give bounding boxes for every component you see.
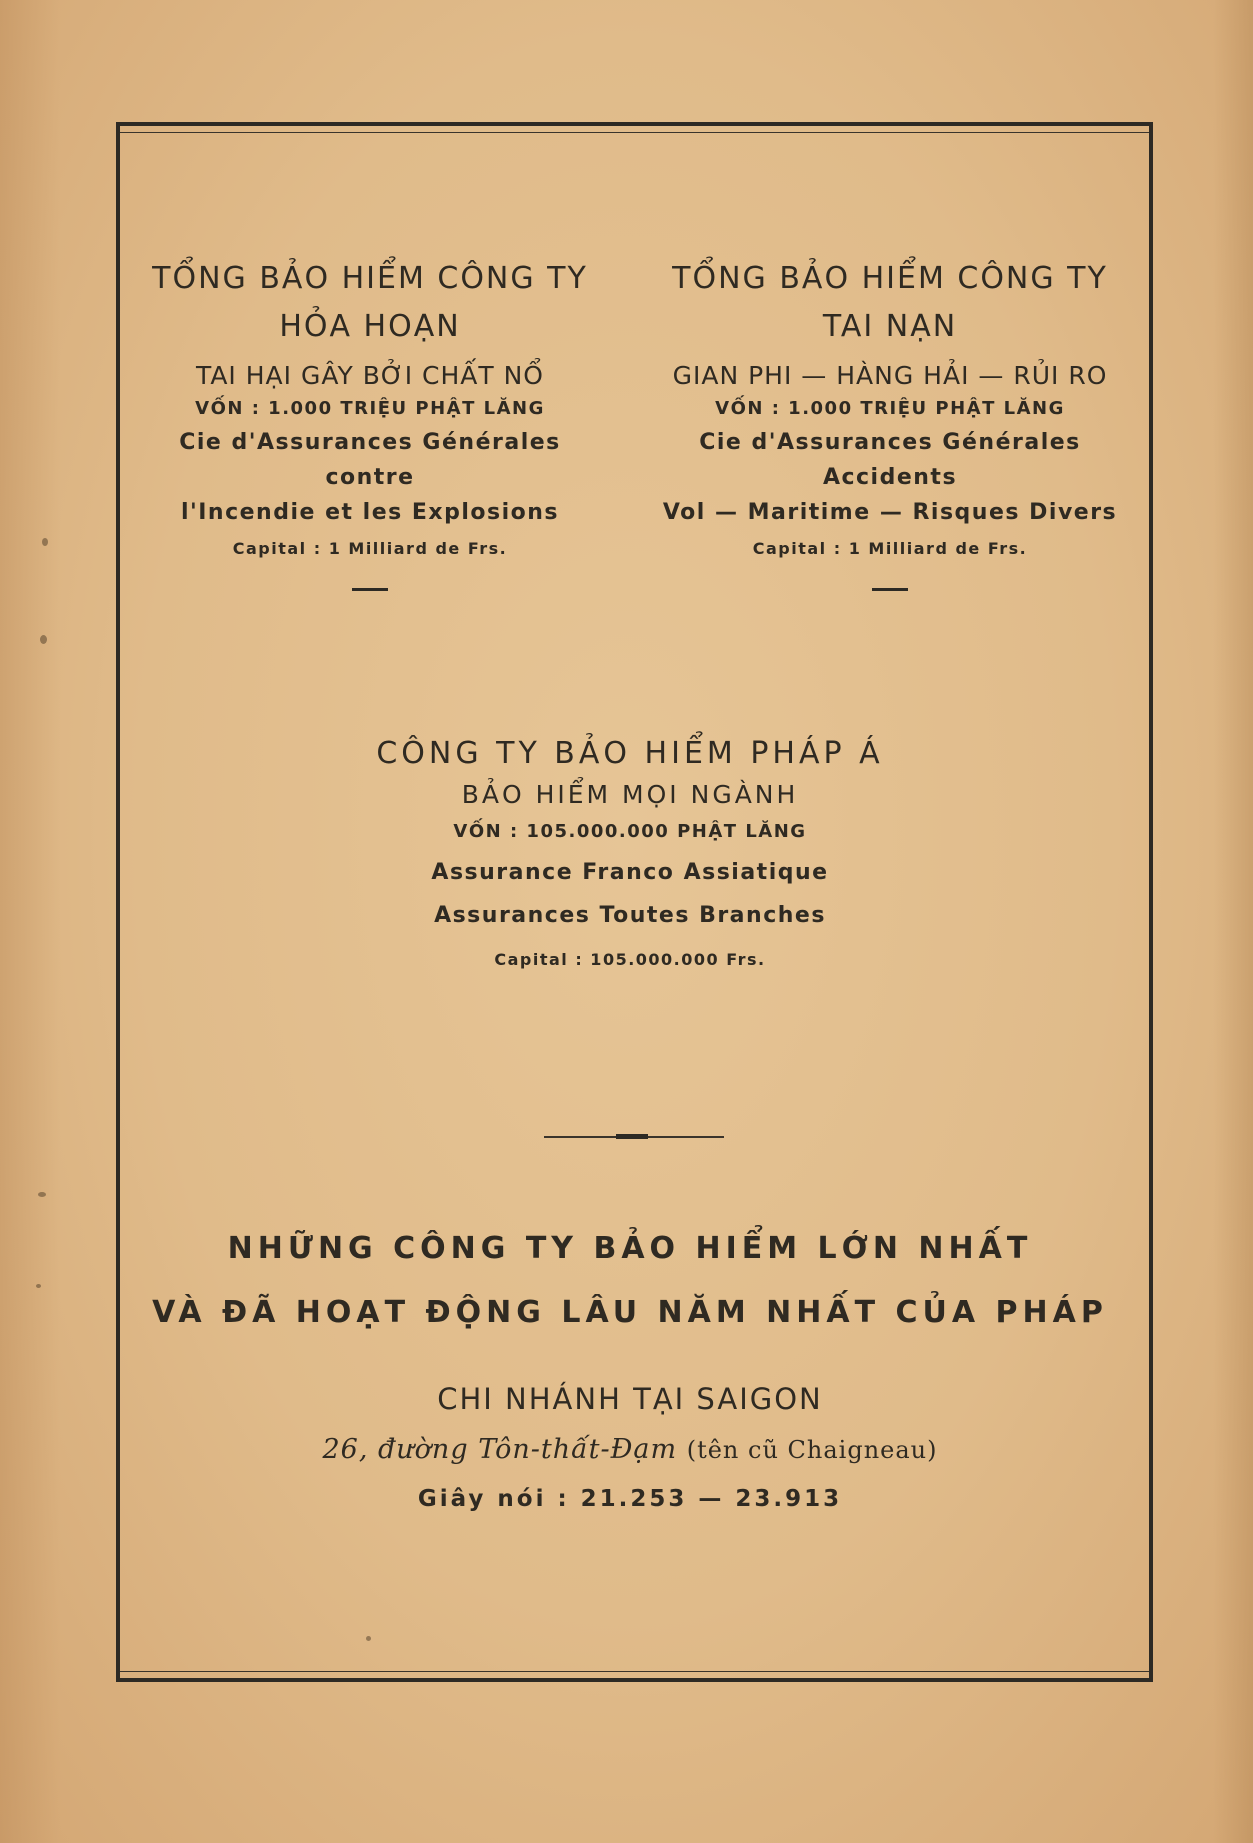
left-company-capital-vn: VỐN : 1.000 TRIỆU PHẬT LĂNG [195, 398, 545, 419]
right-company-capital-fr: Capital : 1 Milliard de Frs. [752, 539, 1028, 558]
left-company-subtitle: TAI HẠI GÂY BỞI CHẤT NỔ [196, 361, 544, 390]
frame-inner-rule-bottom [120, 1671, 1149, 1672]
footer-phone: Giây nói : 21.253 — 23.913 [417, 1486, 843, 1512]
paper-edge-shadow-right [1213, 0, 1253, 1843]
right-company-subtitle: GIAN PHI — HÀNG HẢI — RỦI RO [672, 361, 1108, 390]
center-company-french-line2: Assurances Toutes Branches [434, 903, 826, 928]
left-separator-dash [352, 588, 388, 591]
right-company-french-line2: Vol — Maritime — Risques Divers [662, 500, 1118, 525]
center-company-french-line1: Assurance Franco Assiatique [431, 860, 829, 885]
left-company-title-line2: HỎA HOẠN [279, 309, 461, 344]
right-separator-dash [872, 588, 908, 591]
frame-inner-rule-top [120, 132, 1149, 133]
right-company-french-line1: Cie d'Assurances Générales Accidents [699, 430, 1081, 490]
right-company-capital-vn: VỐN : 1.000 TRIỆU PHẬT LĂNG [715, 398, 1065, 419]
footer-address: 26, đường Tôn-thất-Đạm [322, 1434, 678, 1465]
center-company-subtitle: BẢO HIỂM MỌI NGÀNH [461, 780, 799, 809]
footer-headline-line2: VÀ ĐÃ HOẠT ĐỘNG LÂU NĂM NHẤT CỦA PHÁP [152, 1295, 1108, 1330]
footer-branch: CHI NHÁNH TẠI SAIGON [437, 1382, 823, 1416]
left-company-french-line2: l'Incendie et les Explosions [180, 500, 560, 525]
footer-address-note: (tên cũ Chaigneau) [686, 1436, 938, 1464]
right-company-title-line1: TỔNG BẢO HIỂM CÔNG TY [672, 261, 1108, 296]
left-company-block [140, 255, 600, 591]
paper-speck [36, 1284, 41, 1288]
left-company-french-line1: Cie d'Assurances Générales contre [179, 430, 561, 490]
left-company-capital-fr: Capital : 1 Milliard de Frs. [232, 539, 508, 558]
paper-speck [42, 538, 48, 546]
left-company-title-line1: TỔNG BẢO HIỂM CÔNG TY [152, 261, 588, 296]
right-company-title-line2: TAI NẠN [822, 309, 958, 344]
paper-edge-shadow-left [0, 0, 60, 1843]
footer-address-line [150, 1423, 1110, 1477]
section-divider-center-mark [616, 1134, 648, 1139]
paper-speck [40, 635, 47, 644]
center-company-block [300, 730, 960, 982]
footer-block [150, 1217, 1110, 1521]
center-company-capital-fr: Capital : 105.000.000 Frs. [494, 950, 766, 969]
paper-speck [38, 1192, 46, 1197]
center-company-title: CÔNG TY BẢO HIỂM PHÁP Á [376, 736, 884, 771]
center-company-capital-vn: VỐN : 105.000.000 PHẬT LĂNG [453, 821, 807, 842]
right-company-block [660, 255, 1120, 591]
footer-headline-line1: NHỮNG CÔNG TY BẢO HIỂM LỚN NHẤT [227, 1231, 1033, 1266]
